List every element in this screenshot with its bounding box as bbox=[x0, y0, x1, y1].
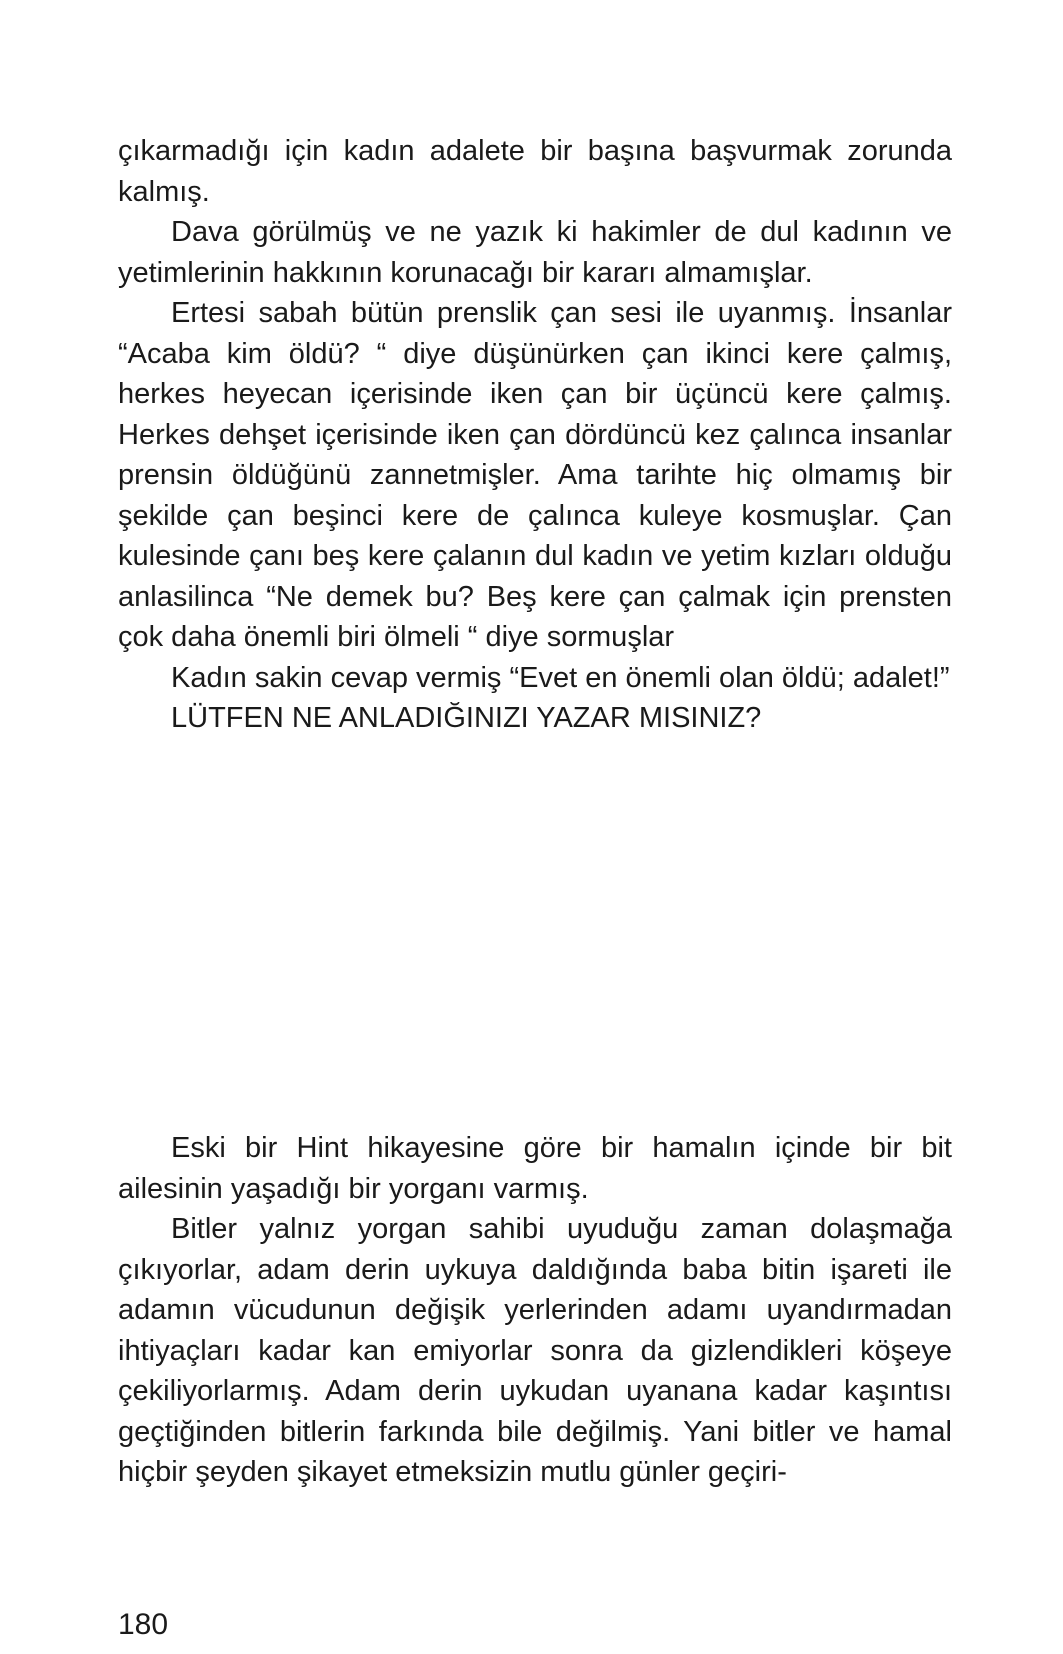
paragraph: Kadın sakin cevap vermiş “Evet en önemli olan öldü; adalet!” bbox=[171, 661, 950, 694]
paragraph: Dava görülmüş ve ne yazık ki hakimler de dul kadının ve yetimlerinin hakkının korunacağı bir kararı almamışlar. bbox=[118, 216, 952, 289]
story-hint-yorgan bbox=[118, 1128, 952, 1493]
paragraph: Eski bir Hint hikayesine göre bir hamalın içinde bir bit ailesinin yaşadığı bir yorganı varmış. bbox=[118, 1132, 952, 1205]
page-number: 180 bbox=[118, 1608, 169, 1641]
question-prompt: LÜTFEN NE ANLADIĞINIZI YAZAR MISINIZ? bbox=[171, 702, 762, 734]
paragraph: Ertesi sabah bütün prenslik çan sesi ile uyanmış. İnsanlar “Acaba kim öldü? “ diye düşünürken çan ikinci kere çalmış, herkes heyecan içerisinde iken çan bir üçüncü kere çalmış. Herkes dehşet içerisinde iken çan dördüncü kez çalınca insanlar prensin öldüğünü zannetmişler. Ama tarihte hiç olmamış bir şekilde çan beşinci kere de çalınca kuleye kosmuşlar. Çan kulesinde çanı beş kere çalanın dul kadın ve yetim kızları olduğu anlasilinca “Ne demek bu? Beş kere çan çalmak için prensten çok daha önemli biri ölmeli “ diye sormuşlar bbox=[118, 297, 952, 653]
paragraph: Bitler yalnız yorgan sahibi uyuduğu zaman dolaşmağa çıkıyorlar, adam derin uykuya daldığında baba bitin işareti ile adamın vücudunun değişik yerlerinden adamı uyandırmadan ihtiyaçları kadar kan emiyorlar sonra da gizlendikleri köşeye çekiliyorlarmış. Adam derin uykudan uyanana kadar kaşıntısı geçtiğinden bitlerin farkında bile değilmiş. Yani bitler ve hamal hiçbir şeyden şikayet etmeksizin mutlu günler geçiri- bbox=[118, 1213, 952, 1488]
story-adalet bbox=[118, 131, 952, 739]
paragraph: çıkarmadığı için kadın adalete bir başına başvurmak zorunda kalmış. bbox=[118, 135, 952, 208]
